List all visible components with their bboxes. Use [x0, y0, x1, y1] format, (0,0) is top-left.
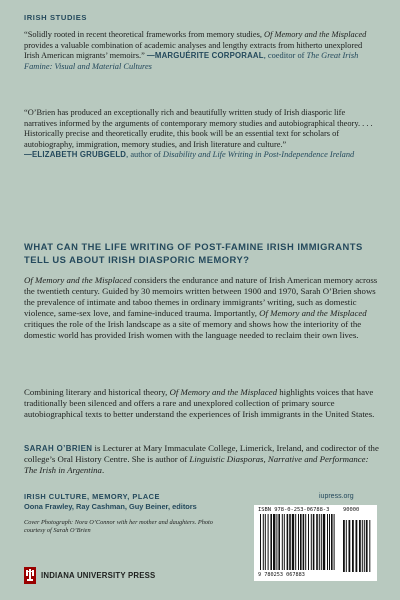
praise-2-attribution-name: —ELIZABETH GRUBGELD: [24, 150, 127, 160]
para2-text-2: highlights voices that have traditionally been silenced and offers a rare and unexplored collection of primary source autobiographical texts to better understand the experiences of Irish immigrants in the United States.: [24, 387, 375, 420]
praise-2-attribution-role: , author of: [126, 150, 163, 160]
author-name: SARAH O’BRIEN: [24, 444, 93, 453]
trident-logo-icon: [24, 567, 36, 584]
para1-text-2: critiques the role of the Irish landscape as a site of memory and shows how the interiority of the domestic world has provided Irish women with the language needed to reclaim their own lives.: [24, 319, 362, 341]
para1-text: considers the endurance and nature of Irish American memory across the twentieth century. Guided by 30 memoirs written between 1900 and 1970, Sarah O’Brien shows the prevalence of intimate and taboo themes in ordinary immigrants’ writing, such as domestic violence, same-sex love, and famine-induced trauma. Importantly,: [24, 275, 378, 319]
publisher-name: INDIANA UNIVERSITY PRESS: [41, 571, 156, 580]
barcode-box: [254, 505, 377, 581]
author-previous-book: Linguistic Diasporas, Narrative and Performance: The Irish in Argentina: [24, 454, 369, 476]
praise-1-text-cont: provides a valuable combination of academic analyses and lengthy extracts from hitherto unexplored Irish American migrants’ memoirs.”: [24, 40, 363, 61]
para1-book-title-2: Of Memory and the Misplaced: [259, 308, 367, 319]
para1-book-title: Of Memory and the Misplaced: [24, 275, 132, 285]
praise-1-attribution-name: —MARGUÉRITE CORPORAAL: [146, 51, 264, 61]
praise-1-attribution-role: , coeditor of: [263, 51, 307, 61]
publisher-block: [24, 567, 155, 584]
praise-2-text: “O’Brien has produced an exceptionally rich and beautifully written study of Irish diasporic life narratives informed by the arguments of contemporary memory studies and autobiographical theory. . . . Historically precise and theoretically erudite, this book will be an essential text for scholars of autobiography, immigration, memory studies, and Irish literature and culture.”: [24, 108, 373, 149]
praise-1-attribution-book: The Great Irish Famine: Visual and Material Cultures: [24, 51, 359, 71]
section-heading: WHAT CAN THE LIFE WRITING OF POST-FAMINE IRISH IMMIGRANTS TELL US ABOUT IRISH DIASPORIC MEMORY?: [24, 241, 363, 265]
series-title: IRISH CULTURE, MEMORY, PLACE: [24, 492, 160, 501]
barcode-digits: 9 780253 067883: [258, 572, 305, 578]
price-code: 90000: [343, 507, 360, 513]
praise-1-text: “Solidly rooted in recent theoretical frameworks from memory studies,: [24, 30, 265, 39]
para2-book-title: Of Memory and the Misplaced: [169, 387, 278, 397]
series-info: [24, 492, 197, 513]
author-bio-end: .: [101, 465, 105, 476]
author-bio-text: is Lecturer at Mary Immaculate College, Limerick, Ireland, and codirector of the college’s Oral History Centre. She is author of: [24, 443, 379, 465]
praise-quote-2: [24, 108, 374, 161]
series-editors: Oona Frawley, Ray Cashman, Guy Beiner, editors: [24, 502, 197, 512]
publisher-website: iupress.org: [319, 493, 354, 500]
category-label: IRISH STUDIES: [24, 13, 88, 22]
barcode-icon: [254, 505, 377, 581]
praise-quote-1: [24, 30, 374, 72]
cover-photo-credit: Cover Photograph: Nora O’Connor with her mother and daughters. Photo courtesy of Sarah O’Brien: [24, 519, 213, 534]
isbn-text: ISBN 978-0-253-06788-3: [258, 507, 330, 513]
para2-text: Combining literary and historical theory,: [24, 387, 170, 397]
praise-1-book-title: Of Memory and the Misplaced: [264, 30, 367, 39]
description-paragraph-1: [24, 275, 379, 342]
author-bio: [24, 443, 379, 476]
praise-2-attribution-book: Disability and Life Writing in Post-Independence Ireland: [162, 150, 355, 160]
description-paragraph-2: [24, 387, 379, 420]
